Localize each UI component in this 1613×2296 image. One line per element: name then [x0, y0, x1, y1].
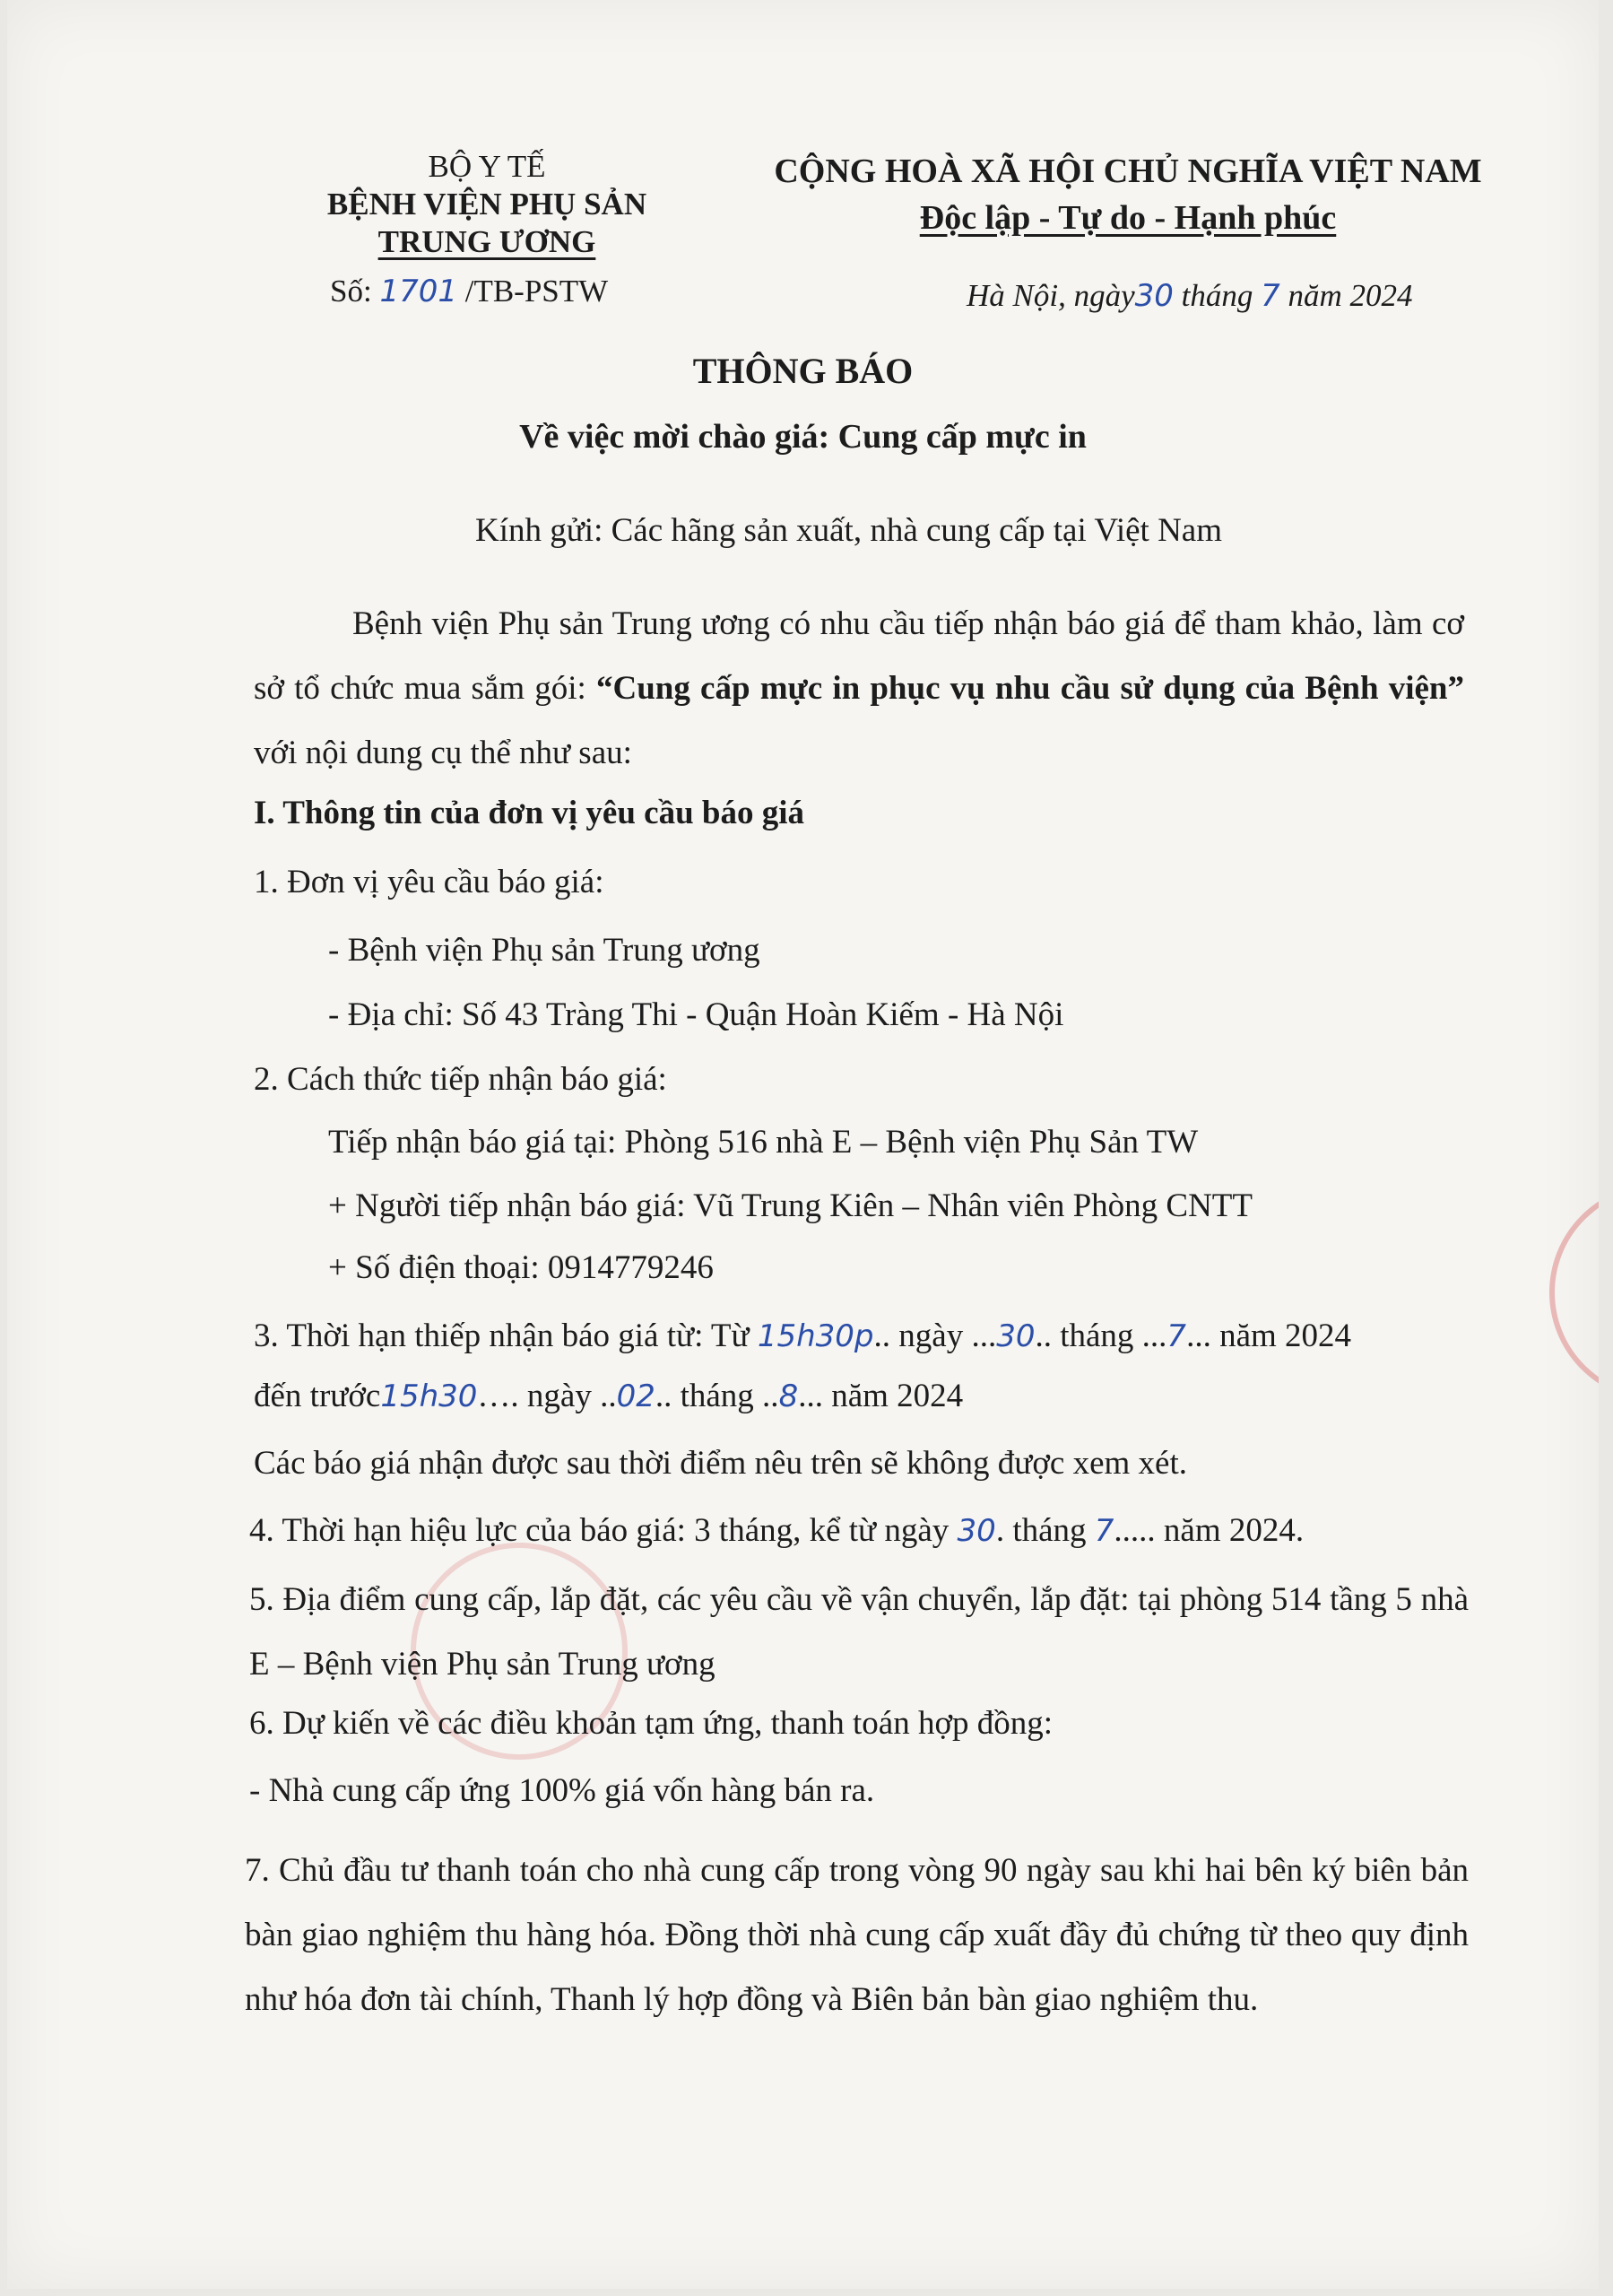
item-3-month: 7 [1166, 1318, 1187, 1354]
item-4-day: 30 [957, 1513, 996, 1549]
item-3-day2-label: …. ngày .. [477, 1378, 617, 1414]
document-title: THÔNG BÁO [692, 351, 914, 391]
intro-text-end: với nội dung cụ thể như sau: [254, 735, 632, 771]
intro-paragraph [254, 592, 1464, 786]
item-6: 6. Dự kiến về các điều khoản tạm ứng, thanh toán hợp đồng: [249, 1705, 1054, 1742]
item-2: 2. Cách thức tiếp nhận báo giá: [254, 1061, 667, 1098]
section-1-title: I. Thông tin của đơn vị yêu cầu báo giá [254, 795, 805, 831]
national-header [724, 148, 1531, 241]
item-4-month: 7 [1094, 1513, 1114, 1549]
item-1b: - Địa chỉ: Số 43 Tràng Thi - Quận Hoàn Kiếm - Hà Nội [328, 996, 1064, 1033]
item-3-month2-label: .. tháng .. [655, 1378, 779, 1414]
item-4 [249, 1511, 1304, 1550]
item-7: 7. Chủ đầu tư thanh toán cho nhà cung cấp trong vòng 90 ngày sau khi hai bên ký biên bản bàn giao nghiệm thu hàng hóa. Đồng thời nhà cung cấp xuất đầy đủ chứng từ theo quy định như hóa đơn tài chính, Thanh lý hợp đồng và Biên bản bàn giao nghiệm thu. [245, 1852, 1469, 2018]
issuer-block [276, 148, 698, 261]
item-3-until: đến trước [254, 1378, 381, 1414]
item-3-day-label: .. ngày ... [873, 1318, 997, 1354]
seal-stamp [1549, 1184, 1599, 1401]
document-subtitle: Về việc mời chào giá: Cung cấp mực in [519, 418, 1087, 456]
country-name: CỘNG HOÀ XÃ HỘI CHỦ NGHĨA VIỆT NAM [774, 152, 1482, 190]
item-4-year: ..... năm 2024. [1114, 1512, 1305, 1549]
item-3-day2: 02 [616, 1378, 655, 1414]
item-2a: Tiếp nhận báo giá tại: Phòng 516 nhà E – Bệnh viện Phụ Sản TW [328, 1124, 1199, 1161]
item-3-day: 30 [996, 1318, 1036, 1354]
item-5: 5. Địa điểm cung cấp, lắp đặt, các yêu cầu về vận chuyển, lắp đặt: tại phòng 514 tầng 5 nhà E – Bệnh viện Phụ sản Trung ương [249, 1581, 1469, 1683]
doc-no-suffix: /TB-PSTW [464, 274, 609, 309]
issue-date [967, 278, 1413, 314]
date-prefix: Hà Nội, ngày [967, 278, 1135, 313]
date-month: 7 [1261, 278, 1280, 314]
doc-no-label: Số: [330, 274, 372, 309]
date-month-label: tháng [1181, 278, 1253, 313]
ministry-name: BỘ Y TẾ [428, 149, 546, 184]
item-3-month-label: .. tháng ... [1035, 1318, 1167, 1354]
item-3-year: ... năm 2024 [1186, 1318, 1352, 1354]
item-1a: - Bệnh viện Phụ sản Trung ương [328, 932, 760, 969]
item-3-prefix: 3. Thời hạn thiếp nhận báo giá từ: Từ [254, 1318, 750, 1354]
date-year: năm 2024 [1288, 278, 1413, 313]
item-4-prefix: 4. Thời hạn hiệu lực của báo giá: 3 tháng, kể từ ngày [249, 1512, 950, 1549]
item-3-line1 [254, 1317, 1351, 1355]
item-3-month2: 8 [778, 1378, 799, 1414]
hospital-name-line1: BỆNH VIỆN PHỤ SẢN [326, 187, 647, 222]
item-3-time2: 15h30 [380, 1378, 478, 1414]
doc-no-handwritten: 1701 [379, 274, 457, 309]
recipient-line: Kính gửi: Các hãng sản xuất, nhà cung cấp tại Việt Nam [475, 512, 1222, 549]
item-4-month-label: . tháng [995, 1512, 1087, 1549]
national-motto: Độc lập - Tự do - Hạnh phúc [919, 199, 1337, 237]
item-2b: + Người tiếp nhận báo giá: Vũ Trung Kiên – Nhân viên Phòng CNTT [328, 1187, 1253, 1224]
package-name: “Cung cấp mực in phục vụ nhu cầu sử dụng của Bệnh viện” [596, 670, 1464, 707]
item-3-line2 [254, 1377, 963, 1415]
item-2c: + Số điện thoại: 0914779246 [328, 1249, 714, 1286]
document-page [7, 0, 1599, 2289]
item-6a: - Nhà cung cấp ứng 100% giá vốn hàng bán ra. [249, 1772, 875, 1809]
item-3-year2: ... năm 2024 [798, 1378, 964, 1414]
date-day: 30 [1134, 278, 1174, 314]
document-number [330, 274, 608, 309]
item-3-note: Các báo giá nhận được sau thời điểm nêu trên sẽ không được xem xét. [254, 1445, 1188, 1482]
item-1: 1. Đơn vị yêu cầu báo giá: [254, 864, 604, 900]
item-3-time: 15h30p [757, 1318, 874, 1354]
intro-text: Bệnh viện Phụ sản Trung ương có nhu cầu tiếp nhận báo giá để tham khảo, làm cơ sở tổ chức mua sắm gói: [254, 605, 1464, 707]
hospital-name-line2: TRUNG ƯƠNG [377, 224, 596, 259]
